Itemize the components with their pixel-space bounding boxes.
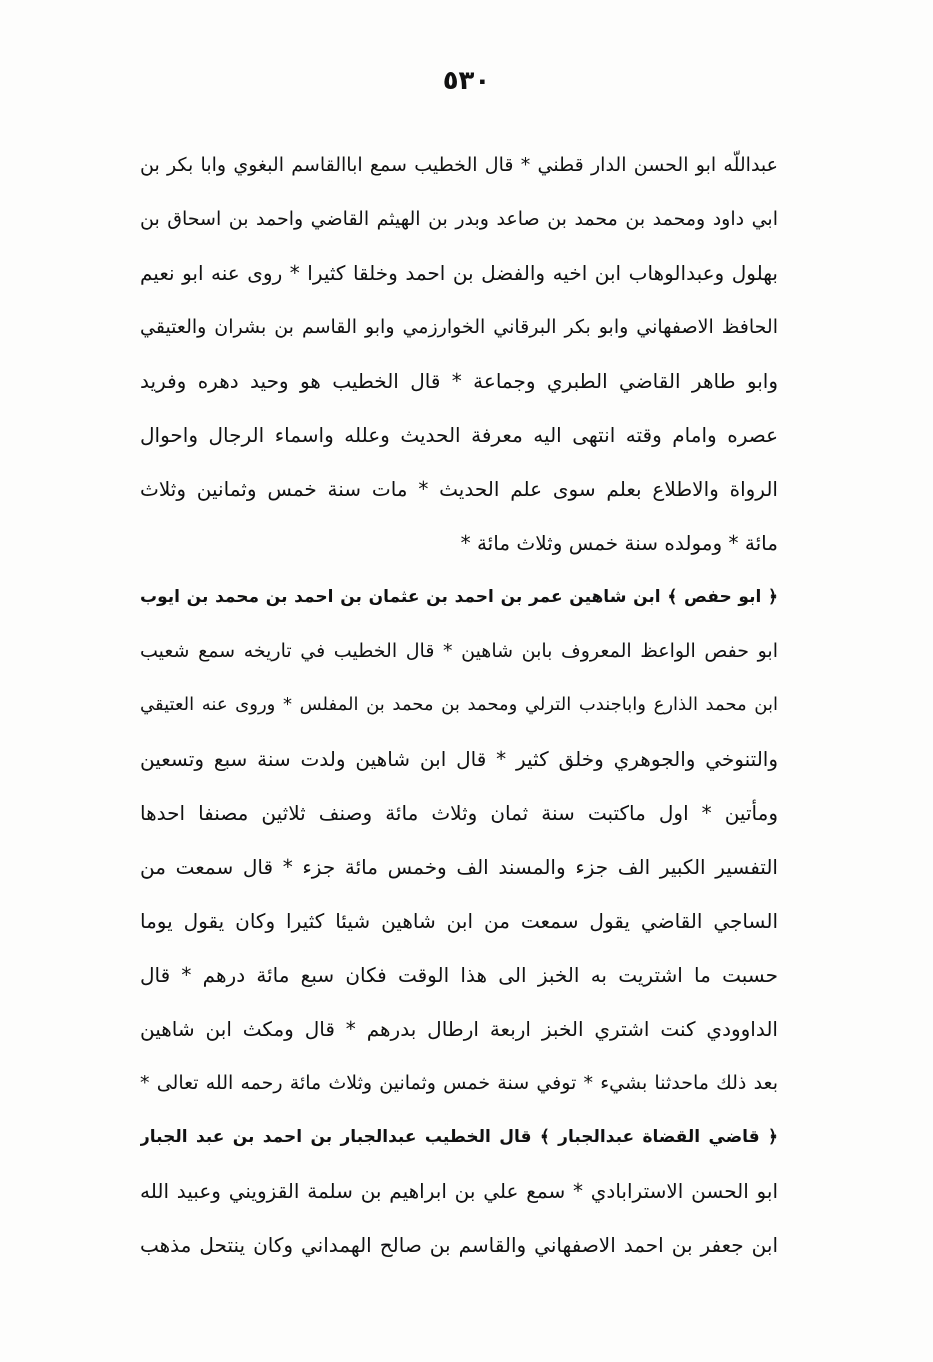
text-line: الحافظ الاصفهاني وابو بكر البرقاني الخوارزمي وابو القاسم بن بشران والعتيقي	[140, 316, 778, 338]
text-line: مائة * ومولده سنة خمس وثلاث مائة *	[460, 531, 778, 555]
text-line: التفسير الكبير الف جزء والمسند الف وخمس مائة جزء * قال سمعت من	[140, 855, 778, 879]
section-heading-line: ﴿ ابو حفص ﴾ ابن شاهين عمر بن احمد بن عثمان بن احمد بن محمد بن ايوب	[140, 587, 778, 607]
text-line: بهلول وعبدالوهاب ابن اخيه والفضل بن احمد وخلقا كثيرا * روى عنه ابو نعيم	[140, 261, 778, 285]
text-line: الرواة والاطلاع بعلم سوى علم الحديث * مات سنة خمس وثمانين وثلاث	[140, 477, 778, 501]
page-number: ٥٣٠	[442, 66, 491, 96]
text-line: وابو طاهر القاضي الطبري وجماعة * قال الخطيب هو وحيد دهره وفريد	[140, 369, 778, 393]
text-line: ابو الحسن الاسترابادي * سمع علي بن ابراهيم بن سلمة القزويني وعبيد الله	[140, 1179, 778, 1203]
text-line: بعد ذلك ماحدثنا بشيء * توفي سنة خمس وثمانين وثلاث مائة رحمه الله تعالى *	[140, 1072, 778, 1094]
text-line: ابن محمد الذارع واباجندب الترلي ومحمد بن محمد بن المفلس * وروى عنه العتيقي	[140, 694, 778, 715]
text-line: والتنوخي والجوهري وخلق كثير * قال ابن شاهين ولدت سنة سبع وتسعين	[140, 747, 778, 771]
section-heading-line: ﴿ قاضي القضاة عبدالجبار ﴾ قال الخطيب عبدالجبار بن احمد بن عبد الجبار	[140, 1127, 778, 1147]
text-line: حسبت ما اشتريت به الخبز الى هذا الوقت فكان سبع مائة درهم * قال	[140, 963, 778, 987]
body-text	[140, 138, 778, 1272]
text-line: ابي داود ومحمد بن محمد بن صاعد وبدر بن الهيثم القاضي واحمد بن اسحاق بن	[140, 208, 778, 230]
text-line: ابو حفص الواعظ المعروف بابن شاهين * قال الخطيب في تاريخه سمع شعيب	[140, 640, 778, 662]
text-line: عصره وامام وقته انتهى اليه معرفة الحديث وعلله واسماء الرجال واحوال	[140, 423, 778, 447]
text-line: ومأتين * اول ماكتبت سنة ثمان وثلاث مائة وصنف ثلاثين مصنفا احدها	[140, 801, 778, 825]
text-line: الداوودي كنت اشتري الخبز اربعة ارطال بدرهم * قال ومكث ابن شاهين	[140, 1017, 778, 1041]
text-line: عبداللّه ابو الحسن الدار قطني * قال الخطيب سمع اباالقاسم البغوي وابا بكر بن	[140, 154, 778, 176]
text-line: الساجي القاضي يقول سمعت من ابن شاهين شيئا كثيرا وكان يقول يوما	[140, 909, 778, 933]
text-line: ابن جعفر بن احمد الاصفهاني والقاسم بن صالح الهمداني وكان ينتحل مذهب	[140, 1233, 778, 1257]
